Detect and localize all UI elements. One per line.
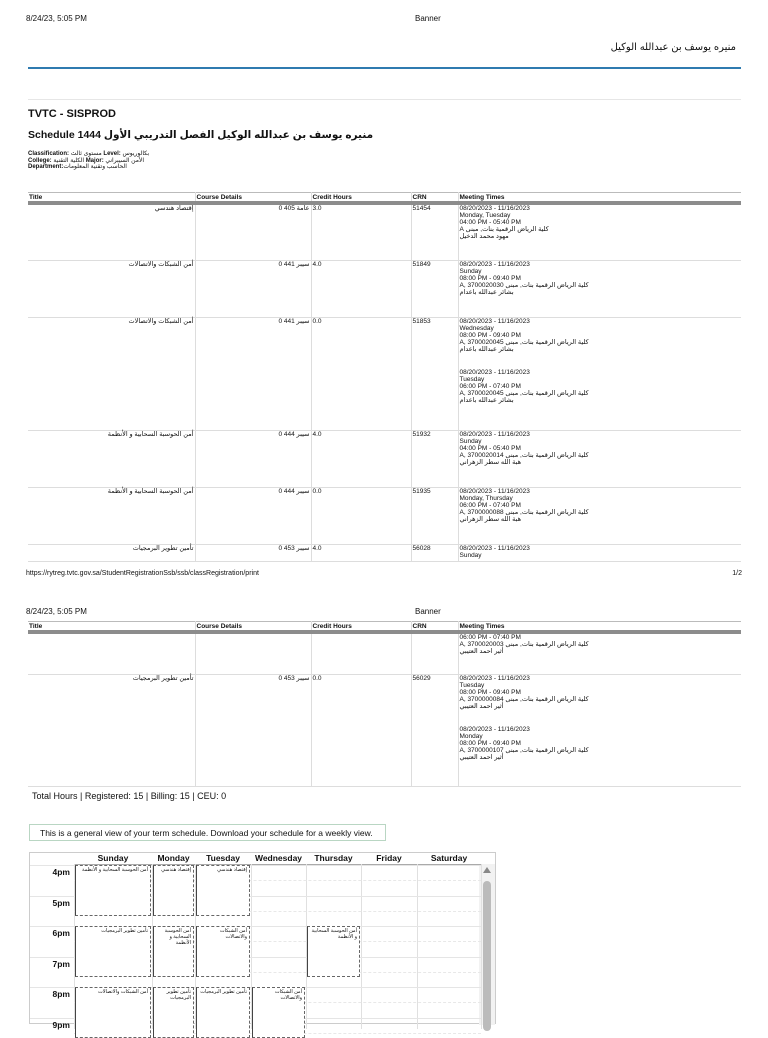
classification-label: Classification: xyxy=(28,151,70,157)
schedule-title: Schedule منيره يوسف بن عبدالله الوكيل الفصل التدريبي الأول 1444 xyxy=(28,129,374,141)
course-title-cell: إقتصاد هندسي xyxy=(28,203,195,260)
college-label: College: xyxy=(28,157,52,164)
meeting-room: كلية الرياض الرقمية بنات, مبنى A, 3700000088 xyxy=(459,508,589,516)
table-row xyxy=(28,674,741,786)
col-header-credit-hours: Credit Hours xyxy=(311,622,411,633)
col-header-meeting-times: Meeting Times xyxy=(458,622,741,633)
calendar-event[interactable]: أمن الشبكات والاتصالات xyxy=(196,926,250,977)
meeting-times-cell xyxy=(458,203,741,260)
table-header-row xyxy=(28,622,741,633)
major-value: الأمن السيبراني xyxy=(103,157,145,164)
meeting-instructor: بشائر عبدالله باعدام xyxy=(459,345,514,353)
calendar-column-line xyxy=(417,864,418,1029)
course-title-cell: أمن الحوسبة السحابية و الأنظمة xyxy=(28,430,195,487)
table-row xyxy=(28,203,741,260)
calendar-event[interactable]: تأمين تطوير البرمجيات xyxy=(75,926,151,977)
header-divider xyxy=(28,67,741,69)
calendar-time-label: 7pm xyxy=(52,958,70,969)
meeting-instructor: بشائر عبدالله باعدام xyxy=(459,288,514,296)
course-title-cell: أمن الشبكات والاتصالات xyxy=(28,317,195,430)
meeting-days: Sunday xyxy=(459,267,482,275)
col-header-crn: CRN xyxy=(411,193,458,204)
crn-cell: 51935 xyxy=(411,487,458,544)
course-details-cell: سيبر 444 0 xyxy=(195,487,311,544)
info-line-department xyxy=(28,164,149,171)
meeting-room: كلية الرياض الرقمية بنات, مبنى A, 3700000107 xyxy=(459,746,589,754)
crn-cell xyxy=(411,632,458,674)
meeting-days: Monday xyxy=(459,732,483,740)
calendar-day-header-friday: Friday xyxy=(361,853,417,865)
major-label: Major: xyxy=(85,157,104,164)
table-row xyxy=(28,317,741,430)
meeting-times-cell xyxy=(458,430,741,487)
meeting-instructor: بشائر عبدالله باعدام xyxy=(459,396,514,404)
schedule-table-page2 xyxy=(28,621,741,787)
course-details-cell: سيبر 453 0 xyxy=(195,674,311,786)
meeting-dates: 08/20/2023 - 11/16/2023 xyxy=(459,317,530,325)
meeting-times-cell xyxy=(458,632,741,674)
institution-title: TVTC - SISPROD xyxy=(28,108,117,120)
level-label: Level: xyxy=(103,151,121,157)
meeting-time: 04:00 PM - 05:40 PM xyxy=(459,219,521,226)
meeting-time: 08:00 PM - 09:40 PM xyxy=(459,331,521,339)
course-title-cell: أمن الشبكات والاتصالات xyxy=(28,260,195,317)
meeting-dates: 08/20/2023 - 11/16/2023 xyxy=(459,430,530,438)
calendar-day-header-tuesday: Tuesday xyxy=(195,853,251,865)
calendar-time-label: 4pm xyxy=(52,867,70,877)
scroll-thumb[interactable] xyxy=(483,881,491,1031)
department-value: الحاسب وتقنية المعلومات xyxy=(63,164,127,170)
credit-hours-cell: 3.0 xyxy=(311,203,411,260)
print-header-title: Banner xyxy=(415,14,441,23)
meeting-days: Wednesday xyxy=(459,324,494,332)
col-header-meeting-times: Meeting Times xyxy=(458,193,741,204)
calendar-event[interactable]: أمن الشبكات والاتصالات xyxy=(252,987,305,1038)
course-details-cell: سيبر 444 0 xyxy=(195,430,311,487)
col-header-course-details: Course Details xyxy=(195,622,311,633)
meeting-room: كلية الرياض الرقمية بنات, مبنى A, 3700020003 xyxy=(459,641,589,648)
calendar-day-header-thursday: Thursday xyxy=(306,853,361,865)
meeting-dates: 08/20/2023 - 11/16/2023 xyxy=(459,674,530,682)
meeting-times-cell xyxy=(458,674,741,786)
credit-hours-cell: 0.0 xyxy=(311,317,411,430)
meeting-dates: 08/20/2023 - 11/16/2023 xyxy=(459,205,530,212)
course-details-cell: عامة 405 0 xyxy=(195,203,311,260)
classification-value: مستوى ثالث xyxy=(69,151,104,157)
meeting-room: كلية الرياض الرقمية بنات, مبنى A, 3700000084 xyxy=(459,695,589,703)
calendar-event[interactable]: تأمين تطوير البرمجيات xyxy=(196,987,250,1038)
meeting-times-cell xyxy=(458,544,741,561)
table-row xyxy=(28,544,741,561)
meeting-dates: 08/20/2023 - 11/16/2023 xyxy=(459,260,530,268)
course-title-cell: تأمين تطوير البرمجيات xyxy=(28,544,195,561)
meeting-time: 06:00 PM - 07:40 PM xyxy=(459,501,521,509)
meeting-time: 06:00 PM - 07:40 PM xyxy=(459,382,521,390)
level-value: بكالوريوس xyxy=(120,151,150,157)
meeting-block xyxy=(460,675,741,710)
page-footer-url[interactable]: https://rytreg.tvtc.gov.sa/StudentRegistrationSsb/ssb/classRegistration/print xyxy=(26,570,259,577)
course-details-cell xyxy=(195,632,311,674)
meeting-block xyxy=(460,634,741,655)
meeting-instructor: أثير احمد العتيبي xyxy=(459,702,504,710)
crn-cell: 56028 xyxy=(411,544,458,561)
meeting-room: كلية الرياض الرقمية بنات, مبنى A, 3700020045 xyxy=(459,338,589,346)
meeting-room: كلية الرياض الرقمية بنات, مبنى A, 3700020014 xyxy=(459,451,589,459)
credit-hours-cell: 0.0 xyxy=(311,487,411,544)
meeting-dates: 08/20/2023 - 11/16/2023 xyxy=(459,544,530,552)
meeting-time: 06:00 PM - 07:40 PM xyxy=(459,634,521,641)
crn-cell: 56029 xyxy=(411,674,458,786)
page-number: 1/2 xyxy=(732,570,742,577)
credit-hours-cell: 4.0 xyxy=(311,430,411,487)
course-details-cell: سيبر 441 0 xyxy=(195,317,311,430)
meeting-block xyxy=(460,318,741,353)
col-header-credit-hours: Credit Hours xyxy=(311,193,411,204)
calendar-time-label: 8pm xyxy=(52,989,70,999)
scroll-up-arrow-icon[interactable] xyxy=(483,867,491,873)
meeting-days: Tuesday xyxy=(459,681,485,689)
meeting-times-cell xyxy=(458,487,741,544)
credit-hours-cell: 4.0 xyxy=(311,260,411,317)
total-hours-summary: Total Hours | Registered: 15 | Billing: 15 | CEU: 0 xyxy=(32,791,227,801)
print-datetime: 8/24/23, 5:05 PM xyxy=(26,14,87,23)
meeting-days: Monday, Thursday xyxy=(459,494,513,502)
user-name: منيره يوسف بن عبدالله الوكيل xyxy=(610,42,736,53)
calendar-event[interactable]: أمن الحوسبة السحابية و الأنظمة xyxy=(75,865,151,916)
meeting-days: Tuesday xyxy=(459,375,485,383)
print-header-title-page2: Banner xyxy=(415,607,441,616)
credit-hours-cell: 4.0 xyxy=(311,544,411,561)
meeting-instructor: أثير احمد العتيبي xyxy=(459,753,504,761)
course-title-cell: تأمين تطوير البرمجيات xyxy=(28,674,195,786)
meeting-block xyxy=(460,261,741,296)
col-header-course-details: Course Details xyxy=(195,193,311,204)
meeting-instructor: هبة الله سطر الزهراني xyxy=(459,458,521,466)
meeting-room: كلية الرياض الرقمية بنات, مبنى A, 3700020030 xyxy=(459,281,589,289)
calendar-event[interactable]: تأمين تطوير البرمجيات xyxy=(153,987,194,1038)
crn-cell: 51849 xyxy=(411,260,458,317)
credit-hours-cell: 0.0 xyxy=(311,674,411,786)
calendar-event[interactable]: إقتصاد هندسي xyxy=(196,865,250,916)
col-header-crn: CRN xyxy=(411,622,458,633)
meeting-days: Monday, Tuesday xyxy=(459,212,511,219)
calendar-day-header-wednesday: Wednesday xyxy=(251,853,306,865)
meeting-block xyxy=(460,205,741,240)
weekly-calendar xyxy=(29,852,496,1030)
calendar-day-header-monday: Monday xyxy=(152,853,195,865)
meeting-block xyxy=(460,726,741,761)
calendar-event[interactable]: أمن الحوسبة السحابية و الأنظمة xyxy=(307,926,360,977)
calendar-time-label: 6pm xyxy=(52,928,70,938)
meeting-days: Sunday xyxy=(459,437,482,445)
table-row xyxy=(28,430,741,487)
meeting-room: كلية الرياض الرقمية بنات, مبنى A, 3700020045 xyxy=(459,389,589,397)
table-row xyxy=(28,632,741,674)
meeting-instructor: مهود محمد الدخيل xyxy=(459,233,509,240)
meeting-block xyxy=(460,488,741,523)
meeting-time: 08:00 PM - 09:40 PM xyxy=(459,274,521,282)
print-datetime-page2: 8/24/23, 5:05 PM xyxy=(26,607,87,616)
meeting-dates: 08/20/2023 - 11/16/2023 xyxy=(459,487,530,495)
course-details-cell: سيبر 441 0 xyxy=(195,260,311,317)
meeting-room: كلية الرياض الرقمية بنات, مبنى A xyxy=(459,226,549,233)
calendar-column-line xyxy=(361,864,362,1029)
schedule-table-page1 xyxy=(28,192,741,562)
meeting-time: 08:00 PM - 09:40 PM xyxy=(459,688,521,696)
calendar-time-label: 9pm xyxy=(52,1019,70,1030)
table-header-row xyxy=(28,193,741,204)
section-divider xyxy=(28,99,741,100)
meeting-block xyxy=(460,545,741,559)
table-row xyxy=(28,487,741,544)
table-row xyxy=(28,260,741,317)
meeting-dates: 08/20/2023 - 11/16/2023 xyxy=(459,725,530,733)
meeting-instructor: هبة الله سطر الزهراني xyxy=(459,515,521,523)
meeting-dates: 08/20/2023 - 11/16/2023 xyxy=(459,368,530,376)
col-header-title: Title xyxy=(28,622,195,633)
course-title-cell: أمن الحوسبة السحابية و الأنظمة xyxy=(28,487,195,544)
calendar-day-header-saturday: Saturday xyxy=(417,853,481,865)
calendar-day-header-sunday: Sunday xyxy=(74,853,152,865)
calendar-event[interactable]: إقتصاد هندسي xyxy=(153,865,194,916)
course-title-cell xyxy=(28,632,195,674)
meeting-block xyxy=(460,431,741,466)
crn-cell: 51853 xyxy=(411,317,458,430)
meeting-time: 08:00 PM - 09:40 PM xyxy=(459,739,521,747)
college-value: الكلية التقنية xyxy=(51,157,86,164)
col-header-title: Title xyxy=(28,193,195,204)
calendar-column-line xyxy=(481,864,482,1029)
crn-cell: 51932 xyxy=(411,430,458,487)
student-info xyxy=(28,151,149,171)
calendar-event[interactable]: أمن الشبكات والاتصالات xyxy=(75,987,151,1038)
crn-cell: 51454 xyxy=(411,203,458,260)
department-label: Department: xyxy=(28,164,64,170)
meeting-instructor: أثير احمد العتيبي xyxy=(459,648,504,655)
calendar-event[interactable]: أمن الحوسبة السحابية و الأنظمة xyxy=(153,926,194,977)
meeting-days: Sunday xyxy=(459,551,482,559)
meeting-times-cell xyxy=(458,317,741,430)
calendar-time-label: 5pm xyxy=(52,897,70,908)
meeting-times-cell xyxy=(458,260,741,317)
meeting-time: 04:00 PM - 05:40 PM xyxy=(459,444,521,452)
course-details-cell: سيبر 453 0 xyxy=(195,544,311,561)
schedule-notice: This is a general view of your term schedule. Download your schedule for a weekly view. xyxy=(29,824,386,841)
credit-hours-cell xyxy=(311,632,411,674)
meeting-block xyxy=(460,369,741,404)
